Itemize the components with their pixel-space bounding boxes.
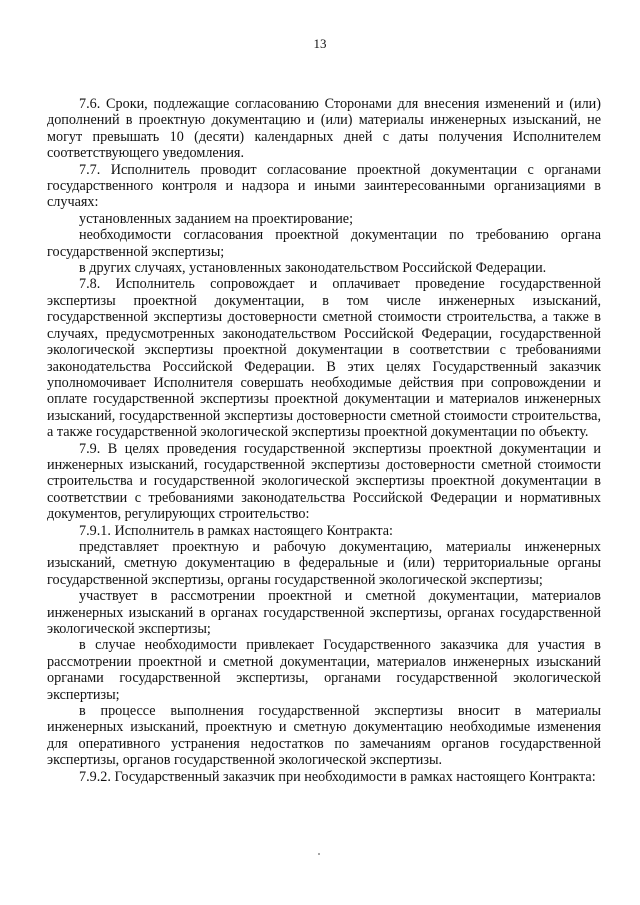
page-number: 13	[313, 36, 327, 51]
scan-artifact	[318, 853, 320, 855]
paragraph-7-7-case-1: установленных заданием на проектирование;	[79, 210, 354, 227]
paragraph-7-9-1-item-3: в случае необходимости привлекает Государственного заказчика для участия в рассмотрении проектной и сметной документации, материалов инженерных изысканий органами государственной экспертизы, органами государственной экологической экспертизы;	[47, 637, 601, 703]
document-body	[47, 96, 601, 785]
paragraph-7-9-1-item-2: участвует в рассмотрении проектной и сметной документации, материалов инженерных изысканий в органах государственной экспертизы, органах государственной экологической экспертизы;	[47, 588, 601, 637]
paragraph-7-9-2: 7.9.2. Государственный заказчик при необходимости в рамках настоящего Контракта:	[79, 768, 596, 785]
paragraph-7-7-case-3: в других случаях, установленных законодательством Российской Федерации.	[79, 260, 547, 277]
paragraph-7-9-1-item-4: в процессе выполнения государственной экспертизы вносит в материалы инженерных изысканий, проектную и сметную документацию необходимые изменения для оперативного устранения недостатков по замечаниям органов государственной экспертизы, органов государственной экологической экспертизы.	[47, 703, 601, 769]
paragraph-7-9-1: 7.9.1. Исполнитель в рамках настоящего Контракта:	[79, 522, 394, 539]
paragraph-7-7-case-2: необходимости согласования проектной документации по требованию органа государственной экспертизы;	[47, 227, 601, 260]
paragraph-7-8: 7.8. Исполнитель сопровождает и оплачивает проведение государственной экспертизы проектной документации, в том числе инженерных изысканий, государственной экспертизы достоверности сметной стоимости строительства, а также в случаях, предусмотренных законодательством Российской Федерации, государственной экологической экспертизы проектной документации в соответствии с требованиями законодательства Российской Федерации. В этих целях Государственный заказчик уполномочивает Исполнителя совершать необходимые действия при сопровождении и оплате государственной экспертизы проектной документации и материалов инженерных изысканий, государственной экспертизы достоверности сметной стоимости строительства, а также государственной экологической экспертизы проектной документации по объекту.	[47, 276, 601, 441]
paragraph-7-9: 7.9. В целях проведения государственной экспертизы проектной документации и инженерных изысканий, государственной экспертизы достоверности сметной стоимости строительства и государственной экологической экспертизы проектной документации в соответствии с требованиями законодательства Российской Федерации и нормативных документов, регулирующих строительство:	[47, 440, 601, 523]
paragraph-7-9-1-item-1: представляет проектную и рабочую документацию, материалы инженерных изысканий, сметную документацию в федеральные и (или) территориальные органы государственной экспертизы, органы государственной экологической экспертизы;	[47, 538, 601, 588]
paragraph-7-7: 7.7. Исполнитель проводит согласование проектной документации с органами государственного контроля и надзора и иными заинтересованными организациями в случаях:	[47, 161, 601, 211]
paragraph-7-6: 7.6. Сроки, подлежащие согласованию Сторонами для внесения изменений и (или) дополнений в проектную документацию и (или) материалы инженерных изысканий, не могут превышать 10 (десяти) календарных дней с даты получения Исполнителем соответствующего уведомления.	[47, 96, 601, 162]
